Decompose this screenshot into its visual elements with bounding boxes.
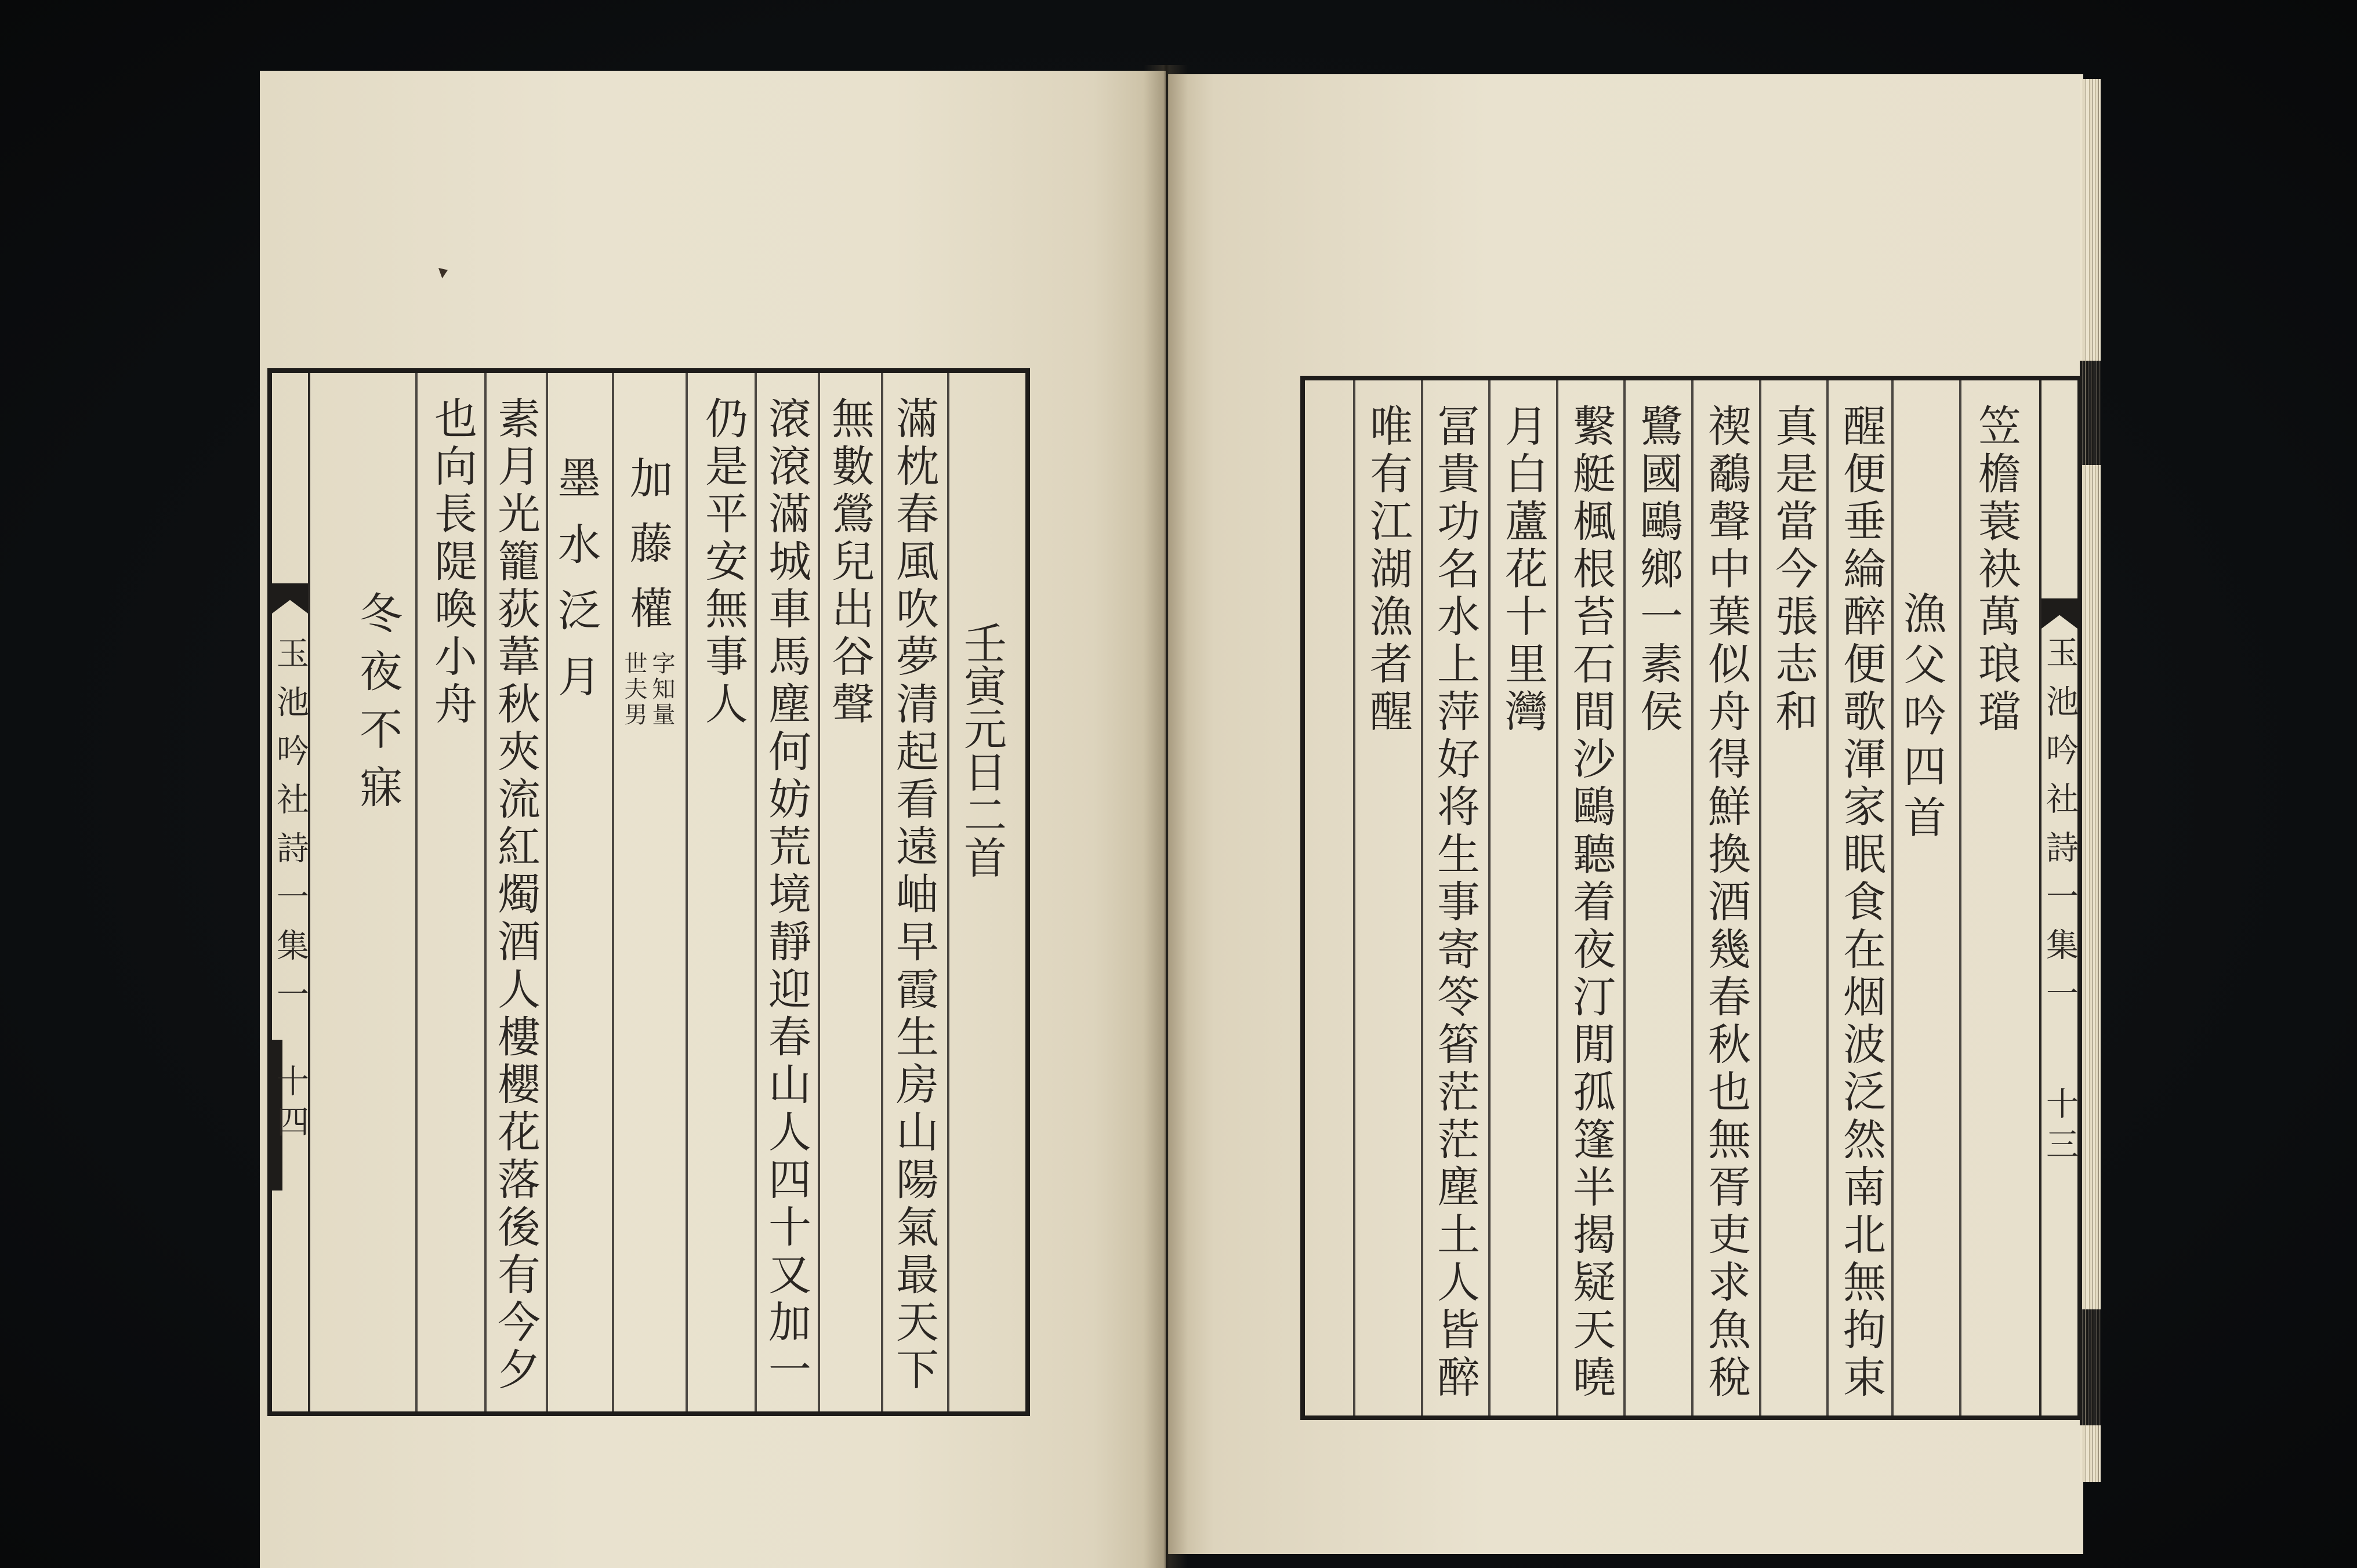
poem-line: 禊鷸聲中葉似舟得鮮換酒幾春秋也無胥吏求魚稅 [1701, 404, 1751, 1402]
poem-title: 漁父吟四首 [1897, 591, 1946, 846]
column-rule [947, 373, 949, 1411]
poem-line: 醒便垂綸醉便歌渾家眠食在烟波泛然南北無拘束 [1836, 404, 1886, 1402]
poem-line: 唯有江湖漁者醒 [1363, 404, 1413, 736]
poem-title: 冬夜不寐 [353, 591, 402, 823]
column-rule [612, 373, 614, 1411]
page-stack-edge [2080, 79, 2101, 1482]
page-stack-ink-bottom [2080, 1309, 2101, 1425]
poem-title: 墨水泛月 [551, 456, 601, 720]
poem-line: 繫艇楓根苔石間沙鷗聽着夜汀閒孤篷半揭疑天曉 [1566, 404, 1616, 1402]
column-rule [415, 373, 418, 1411]
poem-line: 仍是平安無事人 [698, 396, 748, 729]
right-page-number: 十三 [2041, 1087, 2079, 1168]
column-rule [1826, 380, 1829, 1415]
column-rule [1488, 380, 1491, 1415]
column-rule [686, 373, 688, 1411]
column-rule [1353, 380, 1355, 1415]
author-note-right: 字知量 [648, 651, 675, 728]
poem-line: 滿枕春風吹夢清起看遠岫早霞生房山陽氣最天下 [889, 396, 939, 1395]
poem-line: 滾滾滿城車馬塵何妨荒境靜迎春山人四十又加一 [762, 396, 811, 1395]
poem-line: 真是當今張志和 [1768, 404, 1818, 736]
author-name: 加藤權 [623, 456, 673, 651]
left-center-strip-title: 玉池吟社詩一集一 [271, 636, 309, 1026]
poem-line: 素月光籠荻葦秋夾流紅燭酒人樓櫻花落後有今夕 [491, 396, 541, 1395]
right-center-strip-title: 玉池吟社詩一集一 [2041, 636, 2079, 1025]
author-note-left: 世夫男 [621, 651, 647, 728]
poem-title: 壬寅元日二首 [957, 621, 1007, 879]
poem-line: 鷺國鷗鄉一素侯 [1633, 404, 1683, 736]
page-stack-ink-top [2080, 361, 2101, 465]
column-rule [1556, 380, 1558, 1415]
left-text-frame [267, 368, 1030, 1416]
left-page-number: 十四 [271, 1064, 309, 1145]
poem-line: 笠檐蓑袂萬琅璫 [1971, 404, 2021, 736]
poem-line: 也向長隄喚小舟 [427, 396, 477, 729]
poem-line: 月白蘆花十里灣 [1498, 404, 1548, 736]
right-text-frame [1300, 376, 2082, 1420]
left-center-strip [272, 373, 310, 1411]
poem-line: 無數鶯兒出谷聲 [825, 396, 875, 729]
column-rule [1623, 380, 1626, 1415]
fishtail-mark [272, 583, 308, 614]
fishtail-mark [2041, 598, 2077, 629]
book-gutter-shadow [1144, 65, 1188, 1568]
column-rule [1959, 380, 1961, 1415]
column-rule [1691, 380, 1694, 1415]
poem-line: 冨貴功名水上萍好将生事寄笭箵茫茫塵土人皆醉 [1430, 404, 1480, 1402]
right-center-strip [2039, 380, 2077, 1415]
